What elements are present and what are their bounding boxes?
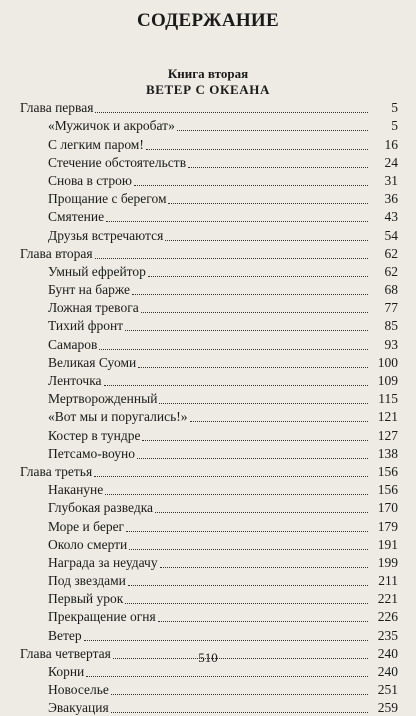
toc-entry-row xyxy=(0,316,416,334)
toc-entry-page: 170 xyxy=(377,500,398,516)
toc-entry-title: «Вот мы и поругались!» xyxy=(48,409,188,425)
toc-entry-title: Друзья встречаются xyxy=(48,227,164,243)
toc-entry-row xyxy=(0,189,416,207)
toc-entry-page: 240 xyxy=(377,664,398,679)
toc-entry-page: 138 xyxy=(377,445,398,461)
toc-entry-title: Тихий фронт xyxy=(48,318,124,334)
dot-leader xyxy=(104,384,368,386)
toc-entry-row xyxy=(0,553,416,571)
toc-chapter-row xyxy=(0,462,416,480)
toc-entry-row xyxy=(0,425,416,443)
toc-entry-page: 221 xyxy=(377,591,398,607)
dot-leader xyxy=(126,530,368,532)
dot-leader xyxy=(159,402,368,404)
toc-entry-row xyxy=(0,353,416,371)
toc-entry-row xyxy=(0,607,416,625)
toc-entry-title: Глава четвертая xyxy=(20,645,111,661)
toc-entry-row xyxy=(0,280,416,298)
toc-chapter-row xyxy=(0,244,416,262)
dot-leader xyxy=(125,602,368,604)
toc-entry-page: 54 xyxy=(384,227,398,243)
toc-entry-title: Великая Суоми xyxy=(48,354,137,370)
dot-leader xyxy=(125,329,368,331)
toc-entry-title: Первый урок xyxy=(48,591,124,607)
dot-leader xyxy=(106,220,368,222)
toc-entry-row xyxy=(0,116,416,134)
toc-entry-page: 251 xyxy=(377,682,398,698)
toc-entry-page: 240 xyxy=(377,645,398,661)
dot-leader xyxy=(84,639,368,641)
toc-entry-row xyxy=(0,625,416,643)
dot-leader xyxy=(138,366,368,368)
toc-entry-row xyxy=(0,262,416,280)
toc-entry-title: Глубокая разведка xyxy=(48,500,154,516)
table-of-contents xyxy=(0,98,416,716)
toc-entry-row xyxy=(0,498,416,516)
dot-leader xyxy=(155,511,368,513)
toc-entry-title: Прощание с берегом xyxy=(48,191,167,207)
toc-entry-title: Награда за неудачу xyxy=(48,554,158,570)
toc-entry-page: 100 xyxy=(377,354,398,370)
toc-entry-page: 259 xyxy=(377,700,398,716)
toc-entry-row xyxy=(0,334,416,352)
toc-entry-title: Стечение обстоятельств xyxy=(48,154,187,170)
toc-entry-title: С легким паром! xyxy=(48,136,144,152)
page-title: СОДЕРЖАНИЕ xyxy=(137,10,279,31)
toc-entry-row xyxy=(0,389,416,407)
dot-leader xyxy=(158,620,368,622)
toc-entry-row xyxy=(0,171,416,189)
dot-leader xyxy=(95,111,368,113)
toc-entry-page: 36 xyxy=(384,191,398,207)
toc-entry-page: 235 xyxy=(377,627,398,643)
dot-leader xyxy=(128,584,368,586)
toc-entry-page: 43 xyxy=(384,209,398,225)
toc-entry-row xyxy=(0,134,416,152)
toc-entry-title: Около смерти xyxy=(48,536,128,552)
toc-chapter-row xyxy=(0,98,416,116)
toc-entry-row xyxy=(0,698,416,716)
toc-entry-page: 16 xyxy=(384,136,398,152)
dot-leader xyxy=(137,457,368,459)
dot-leader xyxy=(129,548,368,550)
toc-entry-row xyxy=(0,207,416,225)
dot-leader xyxy=(141,311,368,313)
toc-entry-page: 199 xyxy=(377,554,398,570)
toc-entry-title: Прекращение огня xyxy=(48,609,156,625)
dot-leader xyxy=(142,439,368,441)
dot-leader xyxy=(99,348,368,350)
toc-entry-row xyxy=(0,225,416,243)
toc-entry-title: Новоселье xyxy=(48,682,109,698)
toc-entry-page: 68 xyxy=(384,282,398,298)
toc-entry-title: Костер в тундре xyxy=(48,427,141,443)
toc-entry-page: 179 xyxy=(377,518,398,534)
toc-entry-page: 121 xyxy=(377,409,398,425)
toc-entry-title: Море и берег xyxy=(48,518,125,534)
toc-entry-page: 24 xyxy=(384,154,398,170)
dot-leader xyxy=(168,202,368,204)
toc-entry-page: 85 xyxy=(384,318,398,334)
toc-entry-title: Глава первая xyxy=(20,100,94,116)
dot-leader xyxy=(188,166,368,168)
toc-entry-title: Под звездами xyxy=(48,573,126,589)
toc-entry-row xyxy=(0,535,416,553)
toc-entry-page: 31 xyxy=(384,172,398,188)
toc-entry-row xyxy=(0,680,416,698)
toc-entry-page: 62 xyxy=(384,245,398,261)
toc-entry-row xyxy=(0,480,416,498)
toc-entry-page: 115 xyxy=(378,391,398,407)
page-number: 510 xyxy=(198,650,218,665)
dot-leader xyxy=(111,693,368,695)
toc-entry-title: Смятение xyxy=(48,209,105,225)
toc-entry-title: Глава третья xyxy=(20,463,93,479)
toc-entry-row xyxy=(0,516,416,534)
toc-entry-row xyxy=(0,407,416,425)
toc-entry-page: 93 xyxy=(384,336,398,352)
dot-leader xyxy=(105,493,368,495)
toc-entry-page: 156 xyxy=(377,482,398,498)
toc-entry-row xyxy=(0,371,416,389)
toc-entry-title: Умный ефрейтор xyxy=(48,263,146,279)
dot-leader xyxy=(177,129,368,131)
dot-leader xyxy=(95,257,368,259)
dot-leader xyxy=(111,711,368,713)
toc-entry-title: Глава вторая xyxy=(20,245,93,261)
toc-entry-row xyxy=(0,298,416,316)
toc-entry-page: 127 xyxy=(377,427,398,443)
toc-entry-row xyxy=(0,444,416,462)
toc-entry-title: Накануне xyxy=(48,482,104,498)
toc-entry-page: 191 xyxy=(377,536,398,552)
dot-leader xyxy=(146,148,368,150)
toc-entry-row xyxy=(0,571,416,589)
toc-entry-page: 77 xyxy=(384,300,398,316)
toc-entry-title: «Мужичок и акробат» xyxy=(48,118,175,134)
dot-leader xyxy=(134,184,368,186)
dot-leader xyxy=(190,420,369,422)
toc-entry-page: 62 xyxy=(384,263,398,279)
toc-entry-title: Корни xyxy=(48,664,85,679)
toc-entry-title: Ленточка xyxy=(48,373,102,388)
toc-entry-title: Снова в строю xyxy=(48,172,132,188)
toc-entry-page: 226 xyxy=(377,609,398,625)
toc-entry-title: Бунт на барже xyxy=(48,282,131,298)
toc-entry-title: Ложная тревога xyxy=(48,300,139,316)
toc-entry-page: 5 xyxy=(391,100,398,116)
toc-entry-title: Эвакуация xyxy=(48,700,109,716)
toc-entry-page: 109 xyxy=(377,373,398,388)
toc-entry-page: 5 xyxy=(391,118,398,134)
book-subtitle: Книга вторая xyxy=(167,66,249,81)
dot-leader xyxy=(165,239,368,241)
dot-leader xyxy=(132,293,368,295)
dot-leader xyxy=(160,566,368,568)
toc-entry-page: 156 xyxy=(377,463,398,479)
toc-entry-title: Мертворожденный xyxy=(48,391,158,407)
toc-entry-row xyxy=(0,589,416,607)
toc-entry-title: Петсамо-воуно xyxy=(48,445,135,461)
dot-leader xyxy=(86,675,368,677)
dot-leader xyxy=(148,275,368,277)
toc-entry-row xyxy=(0,153,416,171)
toc-entry-title: Самаров xyxy=(48,336,98,352)
toc-entry-title: Ветер xyxy=(48,627,82,643)
dot-leader xyxy=(94,475,368,477)
book-title: ВЕТЕР С ОКЕАНА xyxy=(145,82,270,97)
toc-entry-page: 211 xyxy=(378,573,398,589)
